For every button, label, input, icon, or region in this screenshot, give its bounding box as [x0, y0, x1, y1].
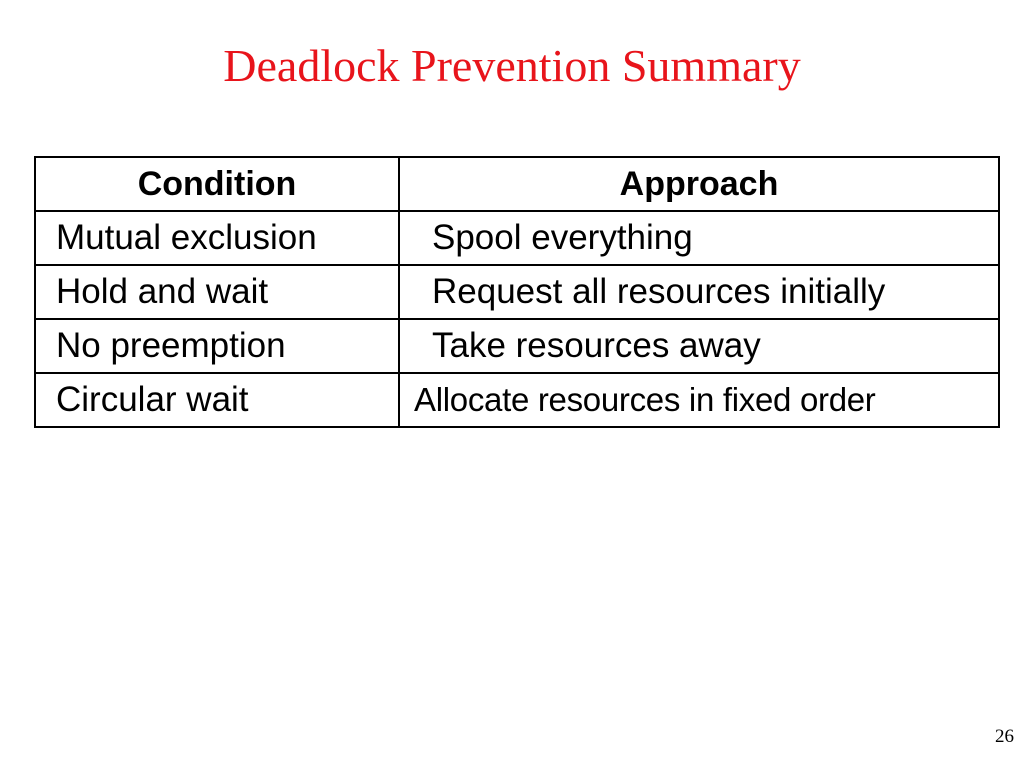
condition-cell: No preemption [35, 319, 399, 373]
slide-title: Deadlock Prevention Summary [223, 40, 801, 91]
table-row [35, 319, 999, 373]
page-number: 26 [995, 726, 1014, 747]
table-header-row [35, 157, 999, 211]
approach-cell: Spool everything [399, 211, 999, 265]
table-row [35, 373, 999, 427]
table-row [35, 265, 999, 319]
header-condition: Condition [35, 157, 399, 211]
prevention-summary-table [34, 156, 1000, 428]
approach-cell: Request all resources initially [399, 265, 999, 319]
approach-cell: Take resources away [399, 319, 999, 373]
condition-cell: Mutual exclusion [35, 211, 399, 265]
approach-cell: Allocate resources in fixed order [399, 373, 999, 427]
header-approach: Approach [399, 157, 999, 211]
condition-cell: Hold and wait [35, 265, 399, 319]
table-row [35, 211, 999, 265]
condition-cell: Circular wait [35, 373, 399, 427]
